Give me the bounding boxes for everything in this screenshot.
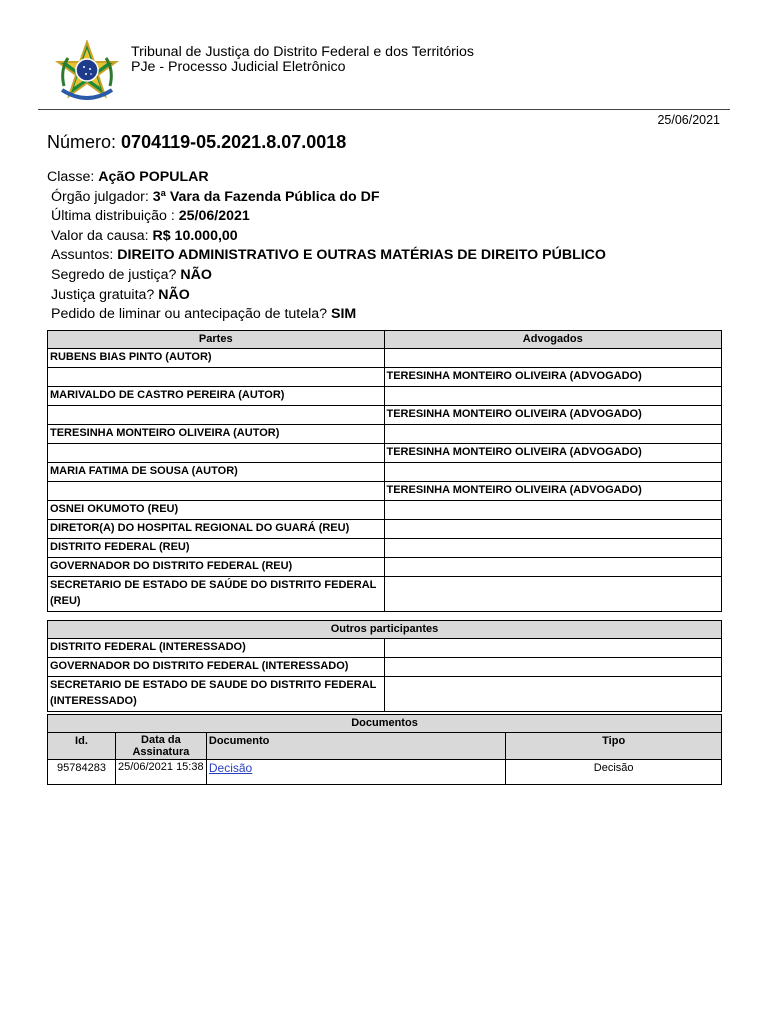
orgao-value: 3ª Vara da Fazenda Pública do DF: [152, 188, 380, 205]
process-number: 0704119-05.2021.8.07.0018: [121, 132, 347, 152]
advogado-cell: [384, 463, 722, 482]
table-row: [48, 463, 722, 482]
court-heading: [131, 45, 474, 75]
parte-cell: TERESINHA MONTEIRO OLIVEIRA (AUTOR): [48, 425, 385, 444]
partes-header-row: [48, 331, 722, 349]
table-row: [48, 577, 722, 612]
liminar-label: Pedido de liminar ou antecipação de tutela?: [51, 306, 328, 323]
brazil-coat-of-arms-icon: [54, 40, 120, 106]
advogado-cell: [384, 501, 722, 520]
advogado-cell: TERESINHA MONTEIRO OLIVEIRA (ADVOGADO): [384, 444, 722, 463]
assuntos-line: [47, 246, 606, 266]
distribuicao-label: Última distribuição :: [51, 208, 175, 225]
valor-line: [47, 227, 606, 247]
documentos-title-row: [48, 715, 722, 733]
parte-cell: MARIVALDO DE CASTRO PEREIRA (AUTOR): [48, 387, 385, 406]
valor-value: R$ 10.000,00: [152, 227, 238, 244]
doc-name-cell: [206, 760, 505, 785]
parte-cell: GOVERNADOR DO DISTRITO FEDERAL (INTERESSADO): [48, 658, 385, 677]
partes-table: [47, 330, 722, 612]
advogado-cell: [384, 677, 721, 712]
documento-link[interactable]: Decisão: [208, 761, 253, 775]
parte-cell: DISTRITO FEDERAL (REU): [48, 539, 385, 558]
parte-cell: DIRETOR(A) DO HOSPITAL REGIONAL DO GUARÁ (REU): [48, 520, 385, 539]
table-row: [48, 368, 722, 387]
gratuita-value: NÃO: [158, 286, 190, 303]
advogado-cell: TERESINHA MONTEIRO OLIVEIRA (ADVOGADO): [384, 406, 722, 425]
gratuita-label: Justiça gratuita?: [51, 286, 155, 303]
process-number-line: [47, 132, 346, 153]
doc-type-cell: Decisão: [506, 760, 722, 785]
distribuicao-line: [47, 207, 606, 227]
parte-cell: SECRETARIO DE ESTADO DE SAÚDE DO DISTRITO FEDERAL (REU): [48, 577, 385, 612]
advogado-cell: TERESINHA MONTEIRO OLIVEIRA (ADVOGADO): [384, 482, 722, 501]
parte-cell: OSNEI OKUMOTO (REU): [48, 501, 385, 520]
orgao-line: [47, 188, 606, 208]
segredo-line: [47, 266, 606, 286]
document-date: 25/06/2021: [657, 113, 720, 127]
classe-value: AçãO POPULAR: [98, 169, 209, 185]
gratuita-line: [47, 286, 606, 306]
table-row: [48, 501, 722, 520]
table-row: [48, 387, 722, 406]
segredo-label: Segredo de justiça?: [51, 266, 177, 283]
parte-cell: DISTRITO FEDERAL (INTERESSADO): [48, 639, 385, 658]
liminar-value: SIM: [331, 306, 357, 323]
outros-header-row: [48, 621, 722, 639]
data-assinatura-column-header: Data da Assinatura: [115, 733, 206, 760]
advogado-cell: [384, 349, 722, 368]
table-row: [48, 760, 722, 785]
parte-cell: [48, 368, 385, 387]
table-row: [48, 444, 722, 463]
partes-column-header: Partes: [48, 331, 385, 349]
documentos-header: Documentos: [48, 715, 722, 733]
advogado-cell: [384, 639, 721, 658]
table-row: [48, 349, 722, 368]
document-header: [0, 0, 768, 110]
table-row: [48, 520, 722, 539]
table-row: [48, 658, 722, 677]
table-row: [48, 482, 722, 501]
court-name: Tribunal de Justiça do Distrito Federal e dos Territórios: [131, 44, 475, 60]
table-row: [48, 406, 722, 425]
doc-date-cell: 25/06/2021 15:38: [115, 760, 206, 785]
advogado-cell: TERESINHA MONTEIRO OLIVEIRA (ADVOGADO): [384, 368, 722, 387]
advogado-cell: [384, 558, 722, 577]
advogado-cell: [384, 658, 721, 677]
advogado-cell: [384, 387, 722, 406]
parte-cell: GOVERNADOR DO DISTRITO FEDERAL (REU): [48, 558, 385, 577]
table-row: [48, 558, 722, 577]
segredo-value: NÃO: [180, 266, 212, 283]
table-row: [48, 677, 722, 712]
assuntos-value: DIREITO ADMINISTRATIVO E OUTRAS MATÉRIAS DE DIREITO PÚBLICO: [117, 247, 606, 264]
header-divider: [38, 109, 730, 110]
advogado-cell: [384, 539, 722, 558]
process-metadata: [47, 168, 606, 325]
orgao-label: Órgão julgador:: [51, 188, 149, 205]
outros-participantes-header: Outros participantes: [48, 621, 722, 639]
table-row: [48, 425, 722, 444]
parte-cell: SECRETARIO DE ESTADO DE SAUDE DO DISTRITO FEDERAL (INTERESSADO): [48, 677, 385, 712]
documentos-columns-row: [48, 733, 722, 760]
table-row: [48, 539, 722, 558]
documentos-table: [47, 714, 722, 785]
classe-label: Classe:: [47, 169, 95, 185]
tipo-column-header: Tipo: [506, 733, 722, 760]
id-column-header: Id.: [48, 733, 116, 760]
parte-cell: [48, 482, 385, 501]
parte-cell: [48, 444, 385, 463]
advogado-cell: [384, 425, 722, 444]
advogado-cell: [384, 520, 722, 539]
advogados-column-header: Advogados: [384, 331, 722, 349]
system-name: PJe - Processo Judicial Eletrônico: [131, 59, 346, 75]
valor-label: Valor da causa:: [51, 227, 149, 244]
liminar-line: [47, 305, 606, 325]
doc-id-cell: 95784283: [48, 760, 116, 785]
distribuicao-value: 25/06/2021: [178, 208, 250, 225]
parte-cell: MARIA FATIMA DE SOUSA (AUTOR): [48, 463, 385, 482]
parte-cell: RUBENS BIAS PINTO (AUTOR): [48, 349, 385, 368]
assuntos-label: Assuntos:: [51, 247, 114, 264]
classe-line: [47, 168, 606, 188]
table-row: [48, 639, 722, 658]
parte-cell: [48, 406, 385, 425]
numero-label: Número:: [47, 132, 117, 152]
advogado-cell: [384, 577, 722, 612]
outros-participantes-table: [47, 620, 722, 712]
documento-column-header: Documento: [206, 733, 505, 760]
